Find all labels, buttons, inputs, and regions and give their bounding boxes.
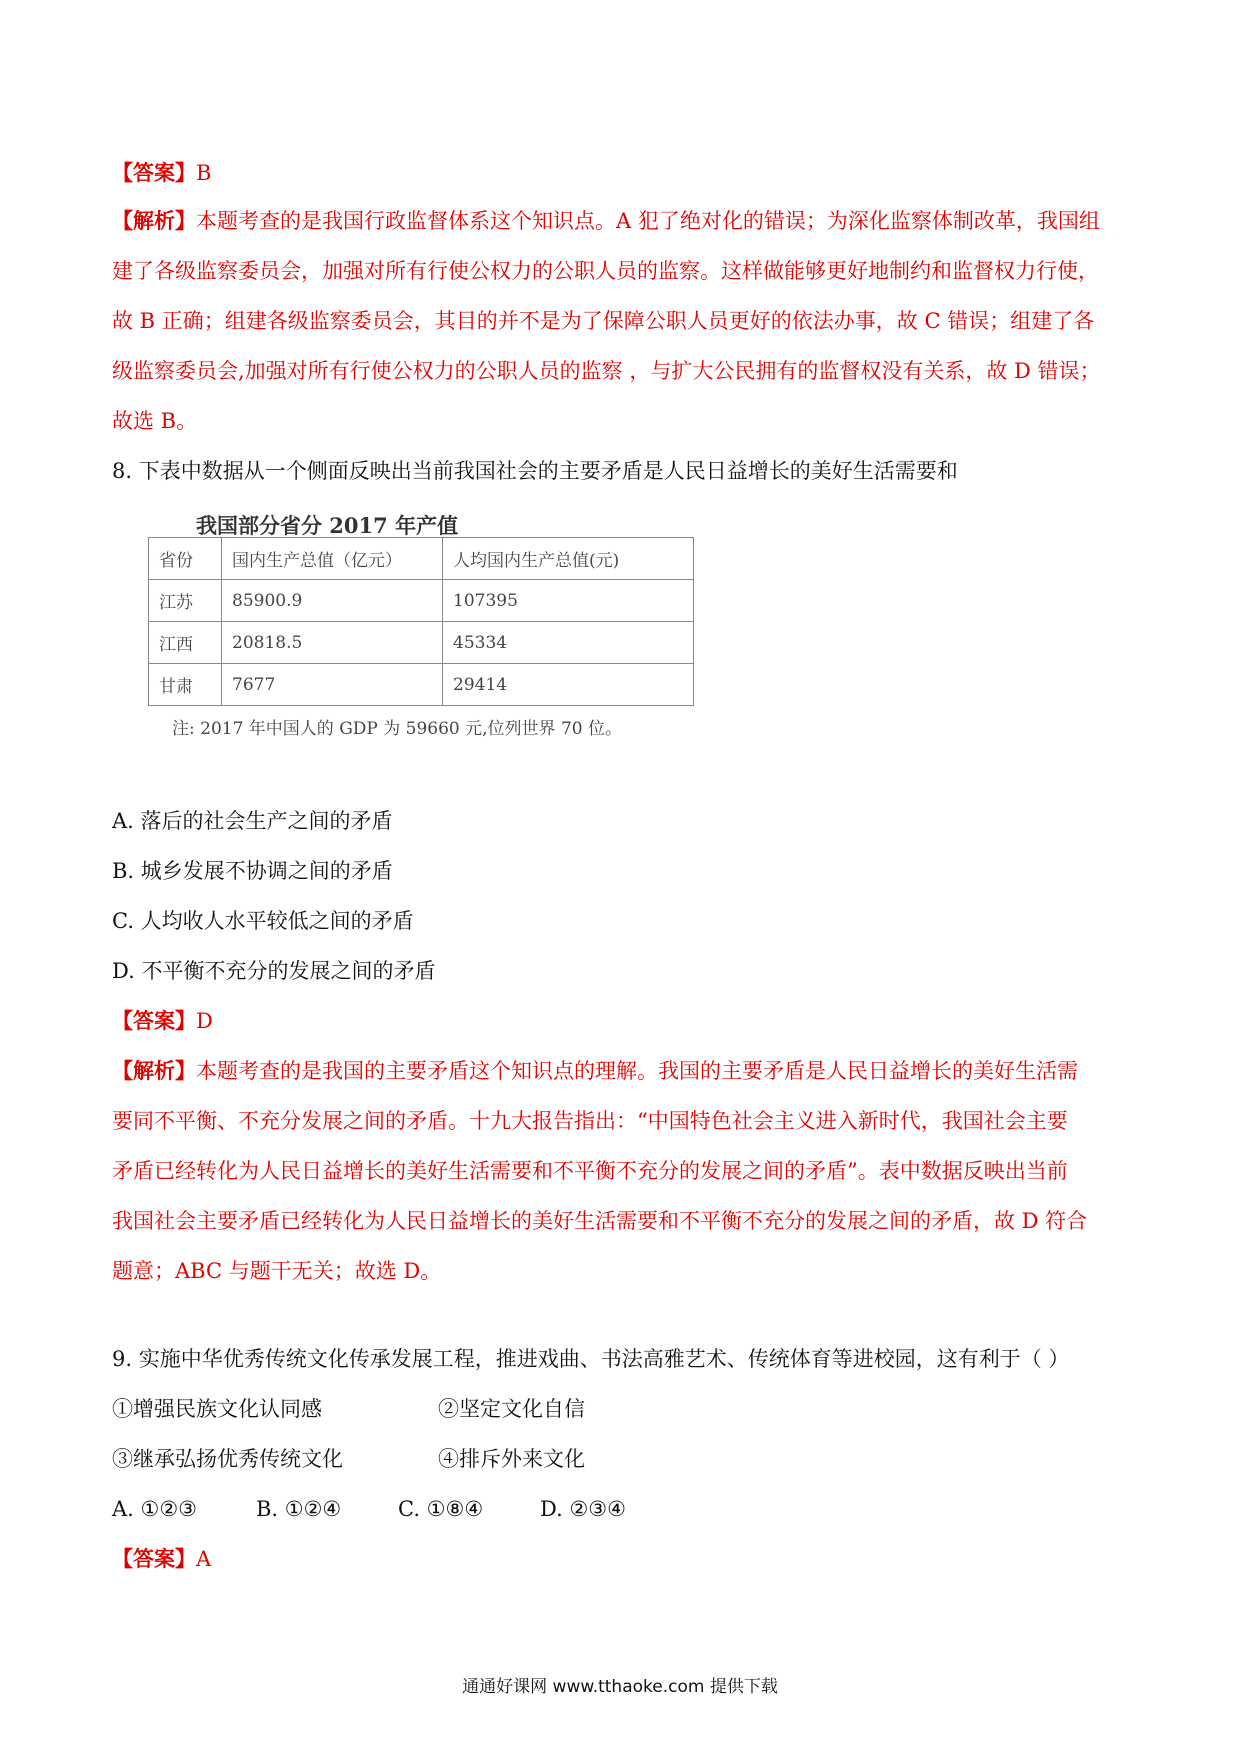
q7-analysis-line-2: 建了各级监察委员会，加强对所有行使公权力的公职人员的监察。这样做能够更好地制约和监督权力行使，	[112, 259, 1099, 283]
table-cell: 85900.9	[222, 580, 443, 622]
page-footer: 通通好课网 www.tthaoke.com 提供下载	[462, 1677, 778, 1697]
table-cell: 29414	[443, 664, 694, 706]
q7-analysis-line-4: 级监察委员会,加强对所有行使公权力的公职人员的监察 ，与扩大公民拥有的监督权没有关系，故 D 错误；	[112, 359, 1101, 383]
table-header-gdp: 国内生产总值（亿元）	[222, 538, 443, 580]
q7-analysis-tag: 【解析】	[112, 208, 196, 233]
q7-answer-tag: 【答案】	[112, 160, 196, 185]
q8-analysis-line-2: 要同不平衡、不充分发展之间的矛盾。十九大报告指出：“中国特色社会主义进入新时代，我国社会主要	[112, 1109, 1068, 1133]
q8-table-title: 我国部分省分 2017 年产值	[196, 513, 459, 538]
table-header-row	[149, 538, 694, 580]
q7-analysis-line-5: 故选 B。	[112, 409, 198, 433]
q9-item-2: ②坚定文化自信	[438, 1397, 585, 1421]
q9-choice-c: C. ①⑧④	[398, 1497, 484, 1521]
table-header-province: 省份	[149, 538, 222, 580]
q8-analysis-line-1: 【解析】本题考查的是我国的主要矛盾这个知识点的理解。我国的主要矛盾是人民日益增长的美好生活需	[112, 1058, 1078, 1083]
q9-choice-d: D. ②③④	[540, 1497, 626, 1521]
table-row	[149, 622, 694, 664]
q8-gdp-table	[148, 537, 694, 706]
q8-analysis-tag: 【解析】	[112, 1058, 196, 1083]
q8-answer-value: D	[196, 1009, 213, 1033]
table-cell: 7677	[222, 664, 443, 706]
q9-answer	[112, 1544, 1132, 1574]
q8-analysis-line-3: 矛盾已经转化为人民日益增长的美好生活需要和不平衡不充分的发展之间的矛盾”。表中数据反映出当前	[112, 1159, 1068, 1183]
q8-answer	[112, 1006, 1132, 1036]
q9-choice-b: B. ①②④	[256, 1497, 342, 1521]
q8-option-b: B. 城乡发展不协调之间的矛盾	[112, 859, 393, 883]
q9-answer-tag: 【答案】	[112, 1546, 196, 1571]
q9-item-4: ④排斥外来文化	[438, 1447, 585, 1471]
q8-analysis-line-5: 题意；ABC 与题干无关；故选 D。	[112, 1259, 442, 1283]
table-cell: 江西	[149, 622, 222, 664]
q7-analysis-line-1: 【解析】本题考查的是我国行政监督体系这个知识点。A 犯了绝对化的错误；为深化监察体制改革，我国组	[112, 208, 1100, 233]
q7-answer	[112, 158, 1132, 188]
q7-answer-value: B	[196, 161, 212, 185]
q9-answer-value: A	[196, 1547, 212, 1571]
table-cell: 20818.5	[222, 622, 443, 664]
table-cell: 江苏	[149, 580, 222, 622]
table-cell: 107395	[443, 580, 694, 622]
table-row	[149, 664, 694, 706]
q9-item-3: ③继承弘扬优秀传统文化	[112, 1447, 343, 1471]
q8-option-c: C. 人均收人水平较低之间的矛盾	[112, 909, 414, 933]
q8-analysis-line-4: 我国社会主要矛盾已经转化为人民日益增长的美好生活需要和不平衡不充分的发展之间的矛盾，故 D 符合	[112, 1209, 1088, 1233]
q8-option-a: A. 落后的社会生产之间的矛盾	[112, 809, 393, 833]
table-cell: 45334	[443, 622, 694, 664]
table-cell: 甘肃	[149, 664, 222, 706]
q8-stem: 8. 下表中数据从一个侧面反映出当前我国社会的主要矛盾是人民日益增长的美好生活需要和	[112, 459, 958, 483]
q8-option-d: D. 不平衡不充分的发展之间的矛盾	[112, 959, 436, 983]
q8-table-note: 注: 2017 年中国人的 GDP 为 59660 元,位列世界 70 位。	[172, 719, 622, 739]
q7-analysis-line-3: 故 B 正确；组建各级监察委员会，其目的并不是为了保障公职人员更好的依法办事，故 C 错误；组建了各	[112, 309, 1095, 333]
table-header-per-capita: 人均国内生产总值(元)	[443, 538, 694, 580]
q9-stem: 9. 实施中华优秀传统文化传承发展工程，推进戏曲、书法高雅艺术、传统体育等进校园，这有利于（ ）	[112, 1347, 1070, 1371]
q9-item-1: ①增强民族文化认同感	[112, 1397, 322, 1421]
q8-answer-tag: 【答案】	[112, 1008, 196, 1033]
q9-choice-a: A. ①②③	[112, 1497, 197, 1521]
table-row	[149, 580, 694, 622]
